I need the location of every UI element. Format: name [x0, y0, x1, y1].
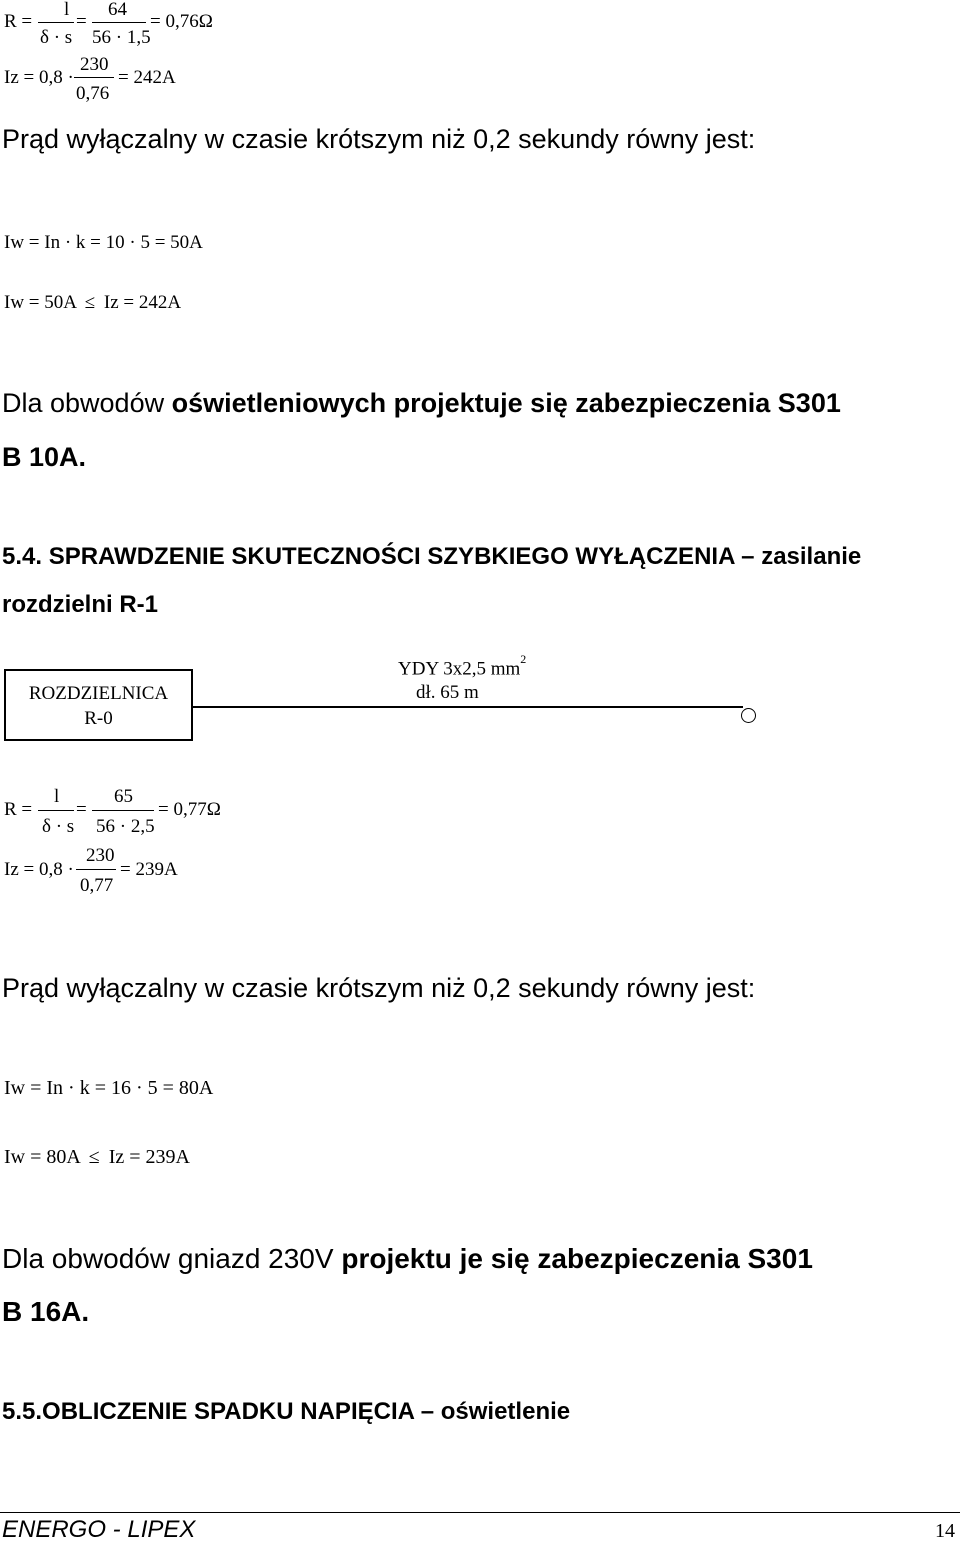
less-equal-symbol: ≤ — [84, 292, 96, 313]
text-normal: Dla obwodów gniazd 230V — [2, 1243, 342, 1274]
section-heading: 5.4. SPRAWDZENIE SKUTECZNOŚCI SZYBKIEGO WYŁĄCZENIA – zasilanie — [2, 543, 862, 570]
text-bold: projektu je się zabezpieczenia S301 — [341, 1243, 813, 1274]
switchboard-id: R-0 — [84, 708, 113, 729]
eq-numerator: 64 — [108, 0, 127, 20]
eq-result: = 0,77Ω — [158, 799, 221, 820]
eq-numerator: 65 — [114, 786, 133, 807]
eq-denominator: δ · s — [40, 27, 73, 48]
eq-result: = 242A — [118, 67, 176, 88]
cable-length: dł. 65 m — [416, 682, 479, 703]
section-heading: 5.5.OBLICZENIE SPADKU NAPIĘCIA – oświetlenie — [2, 1398, 571, 1425]
eq-result: = 0,76Ω — [150, 11, 213, 32]
endpoint-circle — [741, 708, 756, 723]
eq-denominator: 56 · 2,5 — [96, 816, 155, 837]
eq-numerator: l — [64, 0, 70, 20]
paragraph-protection-1 — [2, 390, 841, 417]
eq-lhs: R = — [4, 11, 33, 32]
cable-line — [193, 706, 743, 708]
eq-numerator: 230 — [80, 54, 109, 75]
footer-divider — [0, 1512, 960, 1513]
eq-denominator: 0,77 — [80, 875, 114, 896]
eq-numerator: l — [54, 786, 60, 807]
eq-lhs: R = — [4, 799, 33, 820]
eq-lhs: Iz = 0,8 · — [4, 67, 74, 88]
equation-iw-compare — [4, 1147, 190, 1167]
eq-lhs: Iz = 0,8 · — [4, 859, 74, 880]
paragraph-protection-1-line2: B 10A. — [2, 442, 87, 472]
eq-denominator: 56 · 1,5 — [92, 27, 151, 48]
paragraph: Prąd wyłączalny w czasie krótszym niż 0,2 sekundy równy jest: — [2, 973, 756, 1003]
eq-denominator: 0,76 — [76, 83, 110, 104]
paragraph-protection-2 — [2, 1245, 813, 1273]
page-number: 14 — [935, 1520, 955, 1542]
eq-numerator: 230 — [86, 845, 115, 866]
paragraph: Prąd wyłączalny w czasie krótszym niż 0,2 sekundy równy jest: — [2, 124, 756, 154]
eq-rhs: Iz = 242A — [103, 292, 182, 313]
eq-equals: = — [76, 799, 87, 820]
eq-lhs: Iw = 80A — [4, 1146, 80, 1168]
eq-rhs: Iz = 239A — [108, 1146, 190, 1168]
text-bold: oświetleniowych projektuje się zabezpieczenia S301 — [171, 388, 841, 418]
footer-company: ENERGO - LIPEX — [2, 1516, 196, 1543]
equation-iw: Iw = In · k = 16 · 5 = 80A — [4, 1077, 214, 1099]
cable-type: YDY 3x2,5 $mm^2$ — [398, 652, 527, 680]
equation-iw: Iw = In · k = 10 · 5 = 50A — [4, 232, 203, 253]
switchboard-label: ROZDZIELNICA — [28, 683, 169, 704]
equation-iw-compare — [4, 293, 181, 312]
eq-lhs: Iw = 50A — [4, 292, 76, 313]
less-equal-symbol: ≤ — [88, 1146, 100, 1168]
text-normal: Dla obwodów — [2, 388, 172, 418]
eq-denominator: δ · s — [42, 816, 75, 837]
section-heading-line2: rozdzielni R-1 — [2, 591, 159, 618]
eq-equals: = — [76, 11, 87, 32]
paragraph-protection-2-line2: B 16A. — [2, 1296, 90, 1327]
eq-result: = 239A — [120, 859, 178, 880]
switchboard-box — [4, 669, 193, 741]
